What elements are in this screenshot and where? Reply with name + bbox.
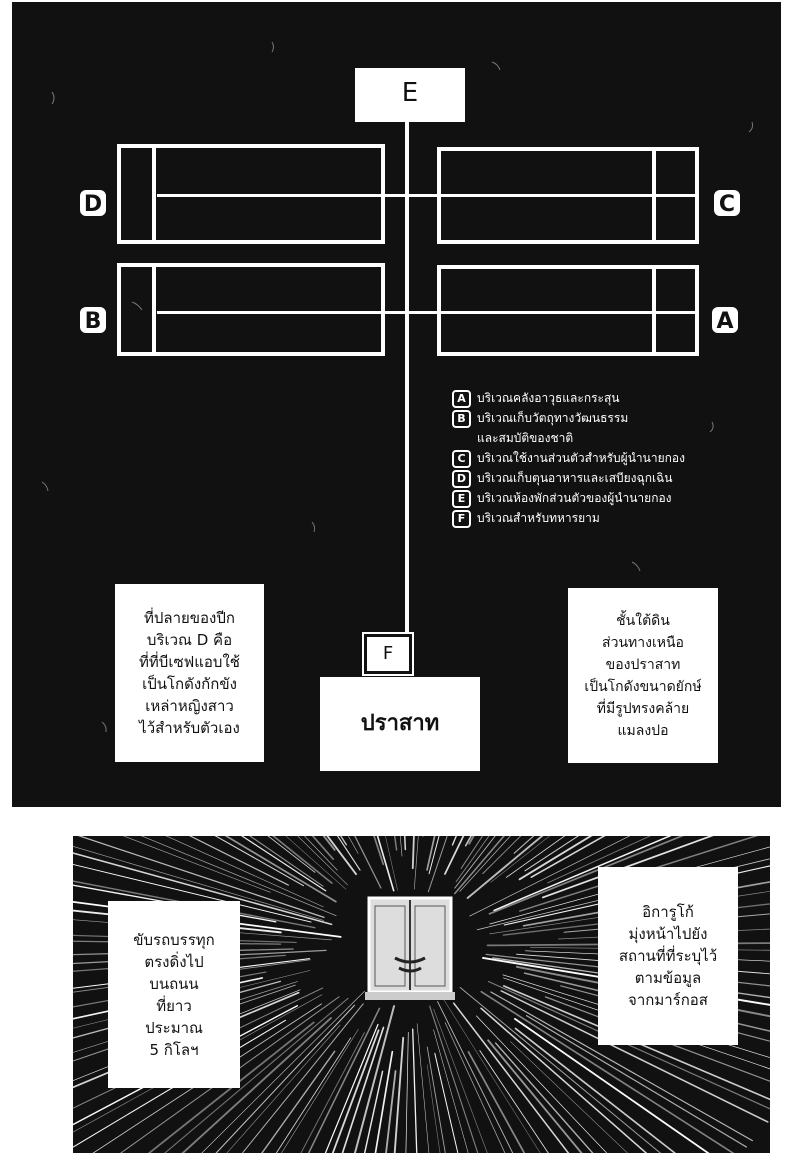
caption-line: ไว้สำหรับตัวเอง bbox=[139, 719, 240, 737]
speed-line bbox=[413, 1029, 421, 1153]
caption-line: ตามข้อมูล bbox=[634, 969, 702, 987]
speed-line bbox=[73, 836, 288, 885]
caption-line: แมลงปอ bbox=[617, 722, 669, 739]
legend-text: บริเวณคลังอาวุธและกระสุน bbox=[477, 391, 620, 405]
wing-d-divider bbox=[152, 144, 156, 244]
legend-text: บริเวณเก็บวัตถุทางวัฒนธรรม bbox=[477, 411, 629, 425]
legend-text: บริเวณห้องพักส่วนตัวของผู้นำนายกอง bbox=[477, 491, 672, 505]
right-caption-box bbox=[568, 588, 718, 763]
caption-line: มุ่งหน้าไปยัง bbox=[628, 925, 708, 943]
caption-line: บนถนน bbox=[149, 974, 199, 993]
caption-line: ขับรถบรรทุก bbox=[133, 930, 215, 949]
caption-line: ตรงดิ่งไป bbox=[144, 952, 204, 971]
speed-line bbox=[403, 1032, 408, 1153]
legend-row-c bbox=[452, 448, 752, 468]
speed-line bbox=[144, 836, 347, 885]
wing-b-label: B bbox=[80, 307, 106, 333]
bottom-left-caption-box bbox=[108, 901, 240, 1088]
legend-key: B bbox=[452, 410, 471, 428]
speed-line bbox=[488, 1040, 642, 1153]
left-caption-box bbox=[115, 584, 264, 762]
caption-line: จากมาร์กอส bbox=[628, 991, 708, 1009]
speed-line bbox=[290, 1030, 379, 1153]
area-legend bbox=[452, 388, 752, 528]
caption-line: ที่ยาว bbox=[156, 996, 192, 1015]
speed-line bbox=[456, 836, 619, 882]
wing-c-divider bbox=[652, 147, 656, 244]
legend-row-f bbox=[452, 508, 752, 528]
legend-key: A bbox=[452, 390, 471, 408]
caption-line: เหล่าหญิงสาว bbox=[145, 697, 234, 715]
caption-line: ส่วนทางเหนือ bbox=[602, 634, 684, 651]
caption-line: ของปราสาท bbox=[605, 656, 681, 673]
legend-row-b bbox=[452, 408, 752, 428]
legend-row-e bbox=[452, 488, 752, 508]
wing-a-label: A bbox=[712, 307, 738, 333]
caption-line: สถานที่ที่ระบุไว้ bbox=[618, 947, 718, 965]
speed-line bbox=[338, 1071, 383, 1153]
area-f-box bbox=[364, 634, 412, 674]
caption-line: เป็นโกดังขนาดยักษ์ bbox=[584, 678, 702, 695]
wing-b bbox=[117, 263, 385, 356]
legend-row-d bbox=[452, 468, 752, 488]
legend-key: E bbox=[452, 490, 471, 508]
speed-line bbox=[254, 836, 381, 888]
caption-line: เป็นโกดังกักขัง bbox=[142, 675, 237, 693]
wing-b-divider bbox=[152, 263, 156, 356]
caption-line: ชั้นใต้ดิน bbox=[616, 612, 670, 629]
legend-key: F bbox=[452, 510, 471, 528]
legend-text: และสมบัติของชาติ bbox=[477, 431, 574, 445]
area-e-box bbox=[355, 68, 465, 122]
caption-line: ที่มีรูปทรงคล้าย bbox=[596, 700, 690, 717]
speed-line bbox=[445, 1023, 554, 1153]
bottom-right-caption-box bbox=[598, 867, 738, 1045]
map-panel bbox=[12, 2, 781, 807]
legend-row-a bbox=[452, 388, 752, 408]
wing-a bbox=[437, 265, 699, 356]
castle-label: ปราสาท bbox=[360, 711, 440, 736]
area-f-label: F bbox=[382, 643, 394, 664]
wing-c-label: C bbox=[714, 190, 740, 216]
wing-d-label: D bbox=[80, 190, 106, 216]
corridor-panel bbox=[73, 836, 770, 1153]
legend-row-b-cont bbox=[452, 428, 752, 448]
legend-key: D bbox=[452, 470, 471, 488]
legend-text: บริเวณใช้งานส่วนตัวสำหรับผู้นำนายกอง bbox=[477, 451, 685, 465]
caption-line: ที่ปลายของปีก bbox=[143, 609, 235, 627]
wing-d bbox=[117, 144, 385, 244]
wing-a-divider bbox=[652, 265, 656, 356]
central-corridor bbox=[405, 122, 409, 634]
wing-c bbox=[437, 147, 699, 244]
caption-line: ที่ที่บีเซฟแอบใช้ bbox=[139, 653, 240, 671]
speed-line bbox=[468, 1052, 579, 1153]
caption-line: 5 กิโลฯ bbox=[149, 1040, 199, 1059]
legend-text: บริเวณเก็บตุนอาหารและเสบียงฉุกเฉิน bbox=[477, 471, 673, 485]
speed-line bbox=[429, 836, 497, 874]
legend-key: C bbox=[452, 450, 471, 468]
area-e-label: E bbox=[401, 78, 419, 108]
caption-line: ประมาณ bbox=[145, 1018, 203, 1037]
legend-text: บริเวณสำหรับทหารยาม bbox=[477, 511, 600, 525]
speed-line bbox=[371, 1071, 395, 1153]
caption-line: อิการูโก้ bbox=[642, 903, 694, 921]
speed-line bbox=[380, 836, 402, 856]
castle-box bbox=[320, 677, 480, 771]
speed-line bbox=[108, 836, 315, 872]
caption-line: บริเวณ D คือ bbox=[146, 631, 233, 649]
speed-line bbox=[114, 836, 332, 883]
speed-line bbox=[438, 1002, 565, 1153]
